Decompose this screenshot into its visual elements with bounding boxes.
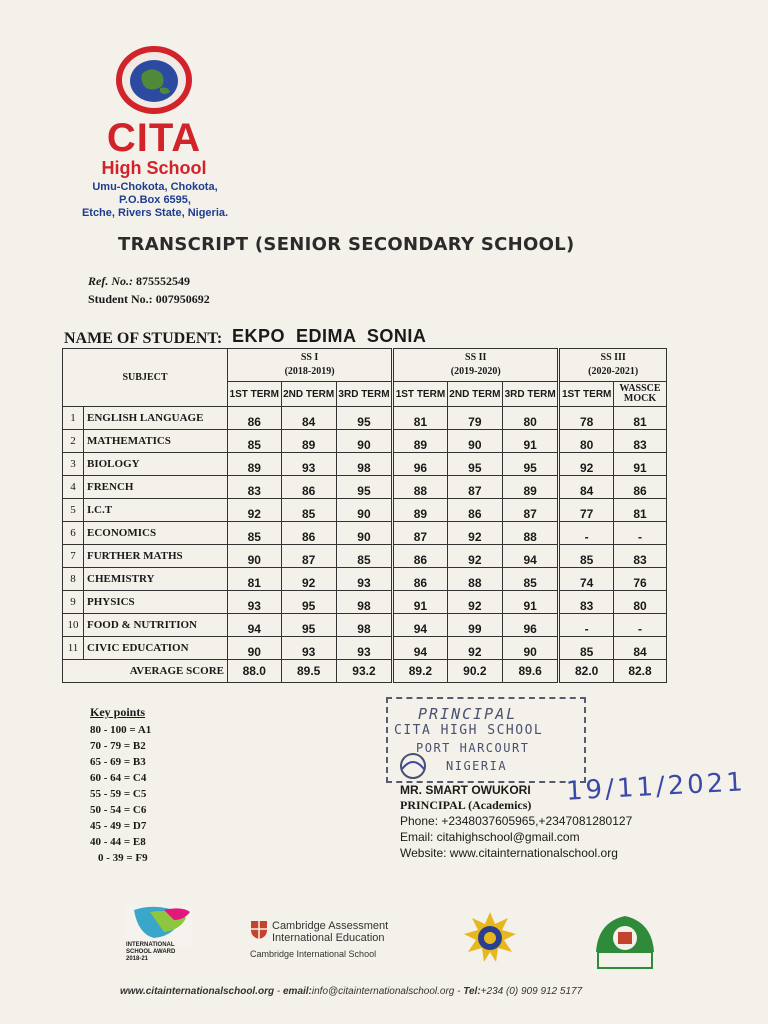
contact-website: Website: www.citainternationalschool.org bbox=[400, 846, 618, 860]
score-cell: 84 bbox=[614, 637, 667, 660]
subject-header: SUBJECT bbox=[63, 349, 228, 407]
grade-key-item: 65 - 69 = B3 bbox=[90, 756, 146, 768]
score-cell: 74 bbox=[559, 568, 614, 591]
table-row bbox=[63, 545, 667, 568]
cambridge-shield-icon bbox=[250, 920, 268, 940]
score-cell: 90 bbox=[447, 430, 502, 453]
subject-name: FURTHER MATHS bbox=[84, 545, 228, 568]
row-number: 3 bbox=[63, 453, 84, 476]
score-cell: 83 bbox=[228, 476, 282, 499]
score-cell: 96 bbox=[393, 453, 448, 476]
document-title: TRANSCRIPT (SENIOR SECONDARY SCHOOL) bbox=[118, 234, 575, 255]
grade-key-item: 40 - 44 = E8 bbox=[90, 836, 146, 848]
score-cell: 90 bbox=[336, 499, 392, 522]
cambridge-text: Cambridge International School bbox=[250, 949, 377, 959]
score-cell: - bbox=[559, 522, 614, 545]
score-cell: 93 bbox=[281, 637, 336, 660]
grade-key-item: 0 - 39 = F9 bbox=[98, 852, 148, 864]
score-cell: 92 bbox=[228, 499, 282, 522]
score-cell: 92 bbox=[447, 591, 502, 614]
term-header: 2ND TERM bbox=[447, 382, 502, 407]
grade-key-item: 60 - 64 = C4 bbox=[90, 772, 147, 784]
score-cell: 86 bbox=[393, 568, 448, 591]
score-cell: 83 bbox=[559, 591, 614, 614]
score-cell: - bbox=[614, 522, 667, 545]
grade-key-item: 50 - 54 = C6 bbox=[90, 804, 147, 816]
ref-number: Ref. No.: 875552549 bbox=[88, 274, 190, 288]
score-cell: 81 bbox=[393, 407, 448, 430]
score-cell: 96 bbox=[503, 614, 559, 637]
score-cell: - bbox=[614, 614, 667, 637]
cambridge-text: International Education bbox=[272, 932, 385, 944]
score-cell: 92 bbox=[447, 545, 502, 568]
principal-role: PRINCIPAL (Academics) bbox=[400, 798, 532, 812]
score-cell: 90 bbox=[503, 637, 559, 660]
score-cell: 81 bbox=[614, 407, 667, 430]
neco-logo bbox=[592, 912, 658, 972]
row-number: 6 bbox=[63, 522, 84, 545]
term-header: 1ST TERM bbox=[559, 382, 614, 407]
student-name: EKPO EDIMA SONIA bbox=[232, 326, 427, 346]
subject-name: CIVIC EDUCATION bbox=[84, 637, 228, 660]
score-cell: 87 bbox=[447, 476, 502, 499]
score-cell: 87 bbox=[503, 499, 559, 522]
row-number: 10 bbox=[63, 614, 84, 637]
table-row bbox=[63, 522, 667, 545]
average-cell: 88.0 bbox=[228, 660, 282, 683]
row-number: 2 bbox=[63, 430, 84, 453]
score-cell: 89 bbox=[393, 499, 448, 522]
score-cell: 85 bbox=[228, 430, 282, 453]
score-cell: 94 bbox=[228, 614, 282, 637]
subject-name: CHEMISTRY bbox=[84, 568, 228, 591]
score-cell: 83 bbox=[614, 545, 667, 568]
subject-name: FRENCH bbox=[84, 476, 228, 499]
group-header: SS II (2019-2020) bbox=[393, 349, 559, 382]
score-cell: 95 bbox=[447, 453, 502, 476]
table-row bbox=[63, 499, 667, 522]
principal-stamp: PRINCIPAL CITA HIGH SCHOOL PORT HARCOURT NIGERIA bbox=[386, 697, 586, 783]
score-cell: 83 bbox=[614, 430, 667, 453]
transcript-table bbox=[62, 348, 667, 683]
score-cell: 95 bbox=[336, 476, 392, 499]
grade-key-item: 80 - 100 = A1 bbox=[90, 724, 152, 736]
average-cell: 89.5 bbox=[281, 660, 336, 683]
table-row bbox=[63, 637, 667, 660]
score-cell: 85 bbox=[503, 568, 559, 591]
contact-phone: Phone: +2348037605965,+2347081280127 bbox=[400, 814, 633, 828]
average-cell: 82.8 bbox=[614, 660, 667, 683]
contact-email: Email: citahighschool@gmail.com bbox=[400, 830, 580, 844]
score-cell: 84 bbox=[281, 407, 336, 430]
subject-name: ENGLISH LANGUAGE bbox=[84, 407, 228, 430]
table-row bbox=[63, 453, 667, 476]
subject-name: FOOD & NUTRITION bbox=[84, 614, 228, 637]
term-header: 1ST TERM bbox=[393, 382, 448, 407]
group-header: SS I (2018-2019) bbox=[228, 349, 393, 382]
score-cell: 89 bbox=[281, 430, 336, 453]
score-cell: 90 bbox=[228, 545, 282, 568]
score-cell: 85 bbox=[281, 499, 336, 522]
address-line: Umu-Chokota, Chokota, bbox=[92, 181, 218, 193]
score-cell: 78 bbox=[559, 407, 614, 430]
waec-logo bbox=[460, 910, 520, 966]
key-points-title: Key points bbox=[90, 705, 146, 719]
subject-name: MATHEMATICS bbox=[84, 430, 228, 453]
score-cell: 93 bbox=[336, 568, 392, 591]
table-row bbox=[63, 614, 667, 637]
average-cell: 90.2 bbox=[447, 660, 502, 683]
table-row bbox=[63, 430, 667, 453]
score-cell: 87 bbox=[281, 545, 336, 568]
score-cell: 95 bbox=[281, 591, 336, 614]
school-seal-logo bbox=[114, 44, 194, 116]
cambridge-text: Cambridge Assessment bbox=[272, 920, 389, 932]
score-cell: 93 bbox=[228, 591, 282, 614]
score-cell: 88 bbox=[447, 568, 502, 591]
score-cell: 86 bbox=[447, 499, 502, 522]
seal-icon bbox=[396, 751, 430, 781]
score-cell: 92 bbox=[281, 568, 336, 591]
score-cell: 88 bbox=[393, 476, 448, 499]
subject-name: PHYSICS bbox=[84, 591, 228, 614]
score-cell: 92 bbox=[447, 637, 502, 660]
score-cell: 87 bbox=[393, 522, 448, 545]
table-row bbox=[63, 476, 667, 499]
score-cell: 98 bbox=[336, 614, 392, 637]
student-number: Student No.: 007950692 bbox=[88, 292, 210, 306]
score-cell: 85 bbox=[336, 545, 392, 568]
row-number: 5 bbox=[63, 499, 84, 522]
score-cell: 99 bbox=[447, 614, 502, 637]
score-cell: 93 bbox=[281, 453, 336, 476]
score-cell: 98 bbox=[336, 591, 392, 614]
grade-key-item: 45 - 49 = D7 bbox=[90, 820, 147, 832]
score-cell: 91 bbox=[503, 591, 559, 614]
table-row bbox=[63, 568, 667, 591]
footer-contacts: www.citainternationalschool.org - email:info@citainternationalschool.org - Tel:+234 (0) 909 912 5177 bbox=[120, 986, 583, 997]
score-cell: 80 bbox=[614, 591, 667, 614]
principal-name: MR. SMART OWUKORI bbox=[400, 783, 531, 797]
score-cell: 77 bbox=[559, 499, 614, 522]
average-row bbox=[63, 660, 667, 683]
score-cell: 86 bbox=[393, 545, 448, 568]
award-text: INTERNATIONAL SCHOOL AWARD 2018-21 bbox=[126, 942, 176, 962]
subject-name: ECONOMICS bbox=[84, 522, 228, 545]
score-cell: 89 bbox=[228, 453, 282, 476]
term-header: 2ND TERM bbox=[281, 382, 336, 407]
score-cell: 79 bbox=[447, 407, 502, 430]
score-cell: 94 bbox=[503, 545, 559, 568]
score-cell: 81 bbox=[228, 568, 282, 591]
score-cell: 90 bbox=[336, 430, 392, 453]
student-name-label: NAME OF STUDENT: bbox=[64, 330, 223, 347]
row-number: 9 bbox=[63, 591, 84, 614]
school-subtitle: High School bbox=[101, 158, 207, 178]
signature-date: 19/11/2021 bbox=[565, 767, 747, 807]
score-cell: 92 bbox=[559, 453, 614, 476]
score-cell: 80 bbox=[559, 430, 614, 453]
row-number: 8 bbox=[63, 568, 84, 591]
average-label: AVERAGE SCORE bbox=[63, 660, 228, 683]
grade-key-item: 55 - 59 = C5 bbox=[90, 788, 147, 800]
score-cell: 95 bbox=[503, 453, 559, 476]
average-cell: 82.0 bbox=[559, 660, 614, 683]
score-cell: 85 bbox=[228, 522, 282, 545]
row-number: 1 bbox=[63, 407, 84, 430]
score-cell: 90 bbox=[228, 637, 282, 660]
table-row bbox=[63, 407, 667, 430]
subject-name: BIOLOGY bbox=[84, 453, 228, 476]
address-line: Etche, Rivers State, Nigeria. bbox=[81, 207, 229, 219]
score-cell: 76 bbox=[614, 568, 667, 591]
table-row bbox=[63, 591, 667, 614]
score-cell: 91 bbox=[614, 453, 667, 476]
score-cell: 86 bbox=[228, 407, 282, 430]
average-cell: 89.2 bbox=[393, 660, 448, 683]
score-cell: 95 bbox=[281, 614, 336, 637]
grade-key-item: 70 - 79 = B2 bbox=[90, 740, 146, 752]
score-cell: 89 bbox=[393, 430, 448, 453]
score-cell: 90 bbox=[336, 522, 392, 545]
score-cell: 91 bbox=[393, 591, 448, 614]
score-cell: 86 bbox=[281, 522, 336, 545]
score-cell: 85 bbox=[559, 637, 614, 660]
score-cell: 93 bbox=[336, 637, 392, 660]
address-line: P.O.Box 6595, bbox=[119, 194, 191, 206]
score-cell: 89 bbox=[503, 476, 559, 499]
score-cell: 88 bbox=[503, 522, 559, 545]
score-cell: 94 bbox=[393, 614, 448, 637]
score-cell: 92 bbox=[447, 522, 502, 545]
school-name: CITA bbox=[106, 116, 202, 160]
average-cell: 89.6 bbox=[503, 660, 559, 683]
average-cell: 93.2 bbox=[336, 660, 392, 683]
score-cell: 85 bbox=[559, 545, 614, 568]
score-cell: 86 bbox=[614, 476, 667, 499]
term-header: 3RD TERM bbox=[336, 382, 392, 407]
group-header: SS III (2020-2021) bbox=[559, 349, 667, 382]
subject-name: I.C.T bbox=[84, 499, 228, 522]
score-cell: 94 bbox=[393, 637, 448, 660]
term-header: 3RD TERM bbox=[503, 382, 559, 407]
row-number: 4 bbox=[63, 476, 84, 499]
score-cell: 91 bbox=[503, 430, 559, 453]
term-header: WASSCE MOCK bbox=[614, 382, 667, 407]
score-cell: - bbox=[559, 614, 614, 637]
score-cell: 81 bbox=[614, 499, 667, 522]
score-cell: 95 bbox=[336, 407, 392, 430]
score-cell: 84 bbox=[559, 476, 614, 499]
score-cell: 98 bbox=[336, 453, 392, 476]
row-number: 7 bbox=[63, 545, 84, 568]
row-number: 11 bbox=[63, 637, 84, 660]
term-header: 1ST TERM bbox=[228, 382, 282, 407]
score-cell: 86 bbox=[281, 476, 336, 499]
score-cell: 80 bbox=[503, 407, 559, 430]
